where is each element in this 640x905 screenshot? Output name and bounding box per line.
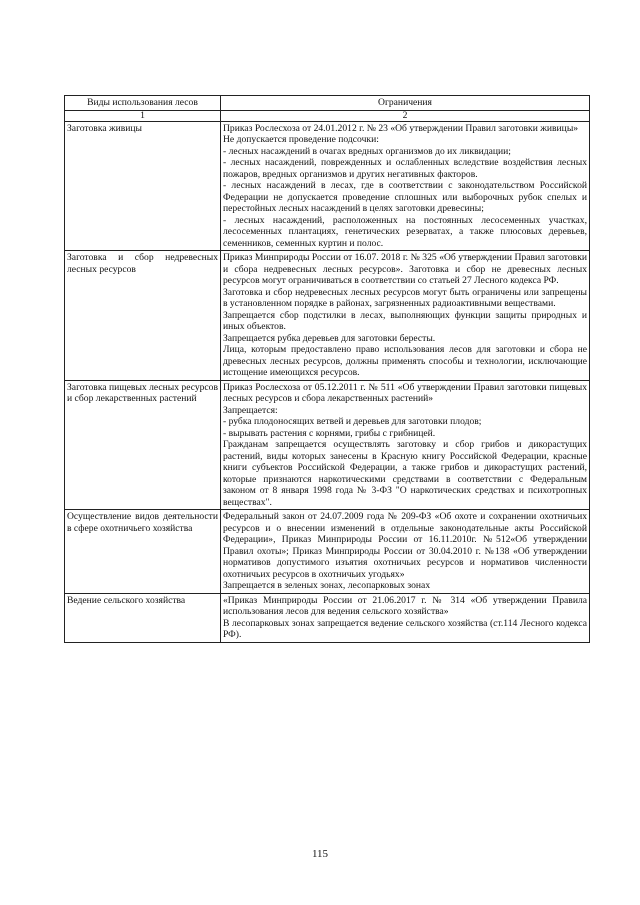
restriction-paragraph: - лесных насаждений в очагах вредных организмов до их ликвидации; (223, 145, 511, 157)
table-row (65, 593, 590, 642)
restriction-paragraph: - вырывать растения с корнями, грибы с грибницей. (223, 427, 436, 439)
table-row (65, 121, 590, 251)
restrictions-cell (221, 380, 590, 510)
restriction-paragraph: «Приказ Минприроды России от 21.06.2017 г. № 314 «Об утверждении Правила использования лесов для ведения сельского хозяйства» (223, 594, 587, 618)
restriction-paragraph: - лесных насаждений, поврежденных и ослабленных вследствие воздействия лесных пожаров, вредных организмов и других негативных факторов. (223, 157, 587, 180)
table-header-row (65, 96, 590, 111)
table-row (65, 251, 590, 381)
forest-use-cell: Осуществление видов деятельности в сфере охотничьего хозяйства (65, 510, 221, 594)
restriction-paragraph: - лесных насаждений в лесах, где в соответствии с законодательством Российской Федерации не допускается проведение сплошных или выборочных рубок спелых и перестойных лесных насаждений в целях заготовки древесины; (223, 180, 587, 215)
restriction-paragraph: Запрещается: (223, 404, 278, 416)
forest-use-cell: Заготовка живицы (65, 121, 221, 251)
header-restrictions: Ограничения (221, 96, 590, 111)
forest-use-cell: Заготовка пищевых лесных ресурсов и сбор лекарственных растений (65, 380, 221, 510)
column-number-row (65, 110, 590, 121)
restriction-paragraph: Не допускается проведение подсочки: (223, 134, 379, 146)
restriction-paragraph: Заготовка и сбор недревесных лесных ресурсов могут быть ограничены или запрещены в установленном порядке в районах, загрязненных радиоактивными веществами. (223, 286, 587, 310)
restrictions-cell (221, 593, 590, 642)
restriction-paragraph: Федеральный закон от 24.07.2009 года № 209-ФЗ «Об охоте и сохранении охотничьих ресурсов и о внесении изменений в отдельные законодательные акты Российской Федерации», Приказ Минприроды России от 16.11.2010г. №512«Об утверждении Правил охоты»; Приказ Минприроды России от 30.04.2010 г. №138 «Об утверждении нормативов допустимого изъятия охотничьих ресурсов и нормативов численности охотничьих ресурсов в охотничьих угодьях» (223, 511, 587, 580)
restriction-paragraph: В лесопарковых зонах запрещается ведение сельского хозяйства (ст.114 Лесного кодекса РФ). (223, 617, 587, 641)
column-number-2: 2 (221, 110, 590, 121)
restrictions-cell (221, 251, 590, 381)
restriction-paragraph: Гражданам запрещается осуществлять заготовку и сбор грибов и дикорастущих растений, виды которых занесены в Красную книгу Российской Федерации, красные книги субъектов Российской Федерации, а также грибов и дикорастущих растений, которые признаются наркотическими средствами в соответствии с Федеральным законом от 8 января 1998 года № 3-ФЗ "О наркотических средствах и психотропных веществах". (223, 439, 587, 508)
table-row (65, 510, 590, 594)
restriction-paragraph: Приказ Минприроды России от 16.07. 2018 г. № 325 «Об утверждении Правил заготовки и сбора недревесных лесных ресурсов». Заготовка и сбор не древесных лесных ресурсов могут ограничиваться в соответствии со статьей 27 Лесного кодекса РФ. (223, 252, 587, 287)
forest-use-cell: Ведение сельского хозяйства (65, 593, 221, 642)
restriction-paragraph: Запрещается в зеленых зонах, лесопарковых зонах (223, 580, 431, 592)
table-row (65, 380, 590, 510)
forest-use-cell: Заготовка и сбор недревесных лесных ресурсов (65, 251, 221, 381)
column-number-1: 1 (65, 110, 221, 121)
restriction-paragraph: - лесных насаждений, расположенных на постоянных лесосеменных участках, лесосеменных плантациях, генетических резерватах, а также плюсовых деревьев, семенников, семенных куртин и полос. (223, 214, 587, 249)
restrictions-cell (221, 510, 590, 594)
header-forest-use: Виды использования лесов (65, 96, 221, 111)
restriction-paragraph: Приказ Рослесхоза от 05.12.2011 г. № 511 «Об утверждении Правил заготовки пищевых лесных ресурсов и сбора лекарственных растений» (223, 381, 587, 405)
restrictions-table (64, 95, 590, 643)
restriction-paragraph: Приказ Рослесхоза от 24.01.2012 г. № 23 «Об утверждении Правил заготовки живицы» (223, 122, 579, 134)
restriction-paragraph: Запрещается рубка деревьев для заготовки бересты. (223, 332, 436, 344)
restriction-paragraph: Лица, которым предоставлено право использования лесов для заготовки и сбора не древесных лесных ресурсов, должны применять способы и технологии, исключающие истощение имеющихся ресурсов. (223, 344, 587, 379)
restriction-paragraph: Запрещается сбор подстилки в лесах, выполняющих функции защиты природных и иных объектов. (223, 309, 587, 333)
restrictions-cell (221, 121, 590, 251)
page-number: 115 (311, 848, 329, 860)
restriction-paragraph: - рубка плодоносящих ветвей и деревьев для заготовки плодов; (223, 416, 482, 428)
